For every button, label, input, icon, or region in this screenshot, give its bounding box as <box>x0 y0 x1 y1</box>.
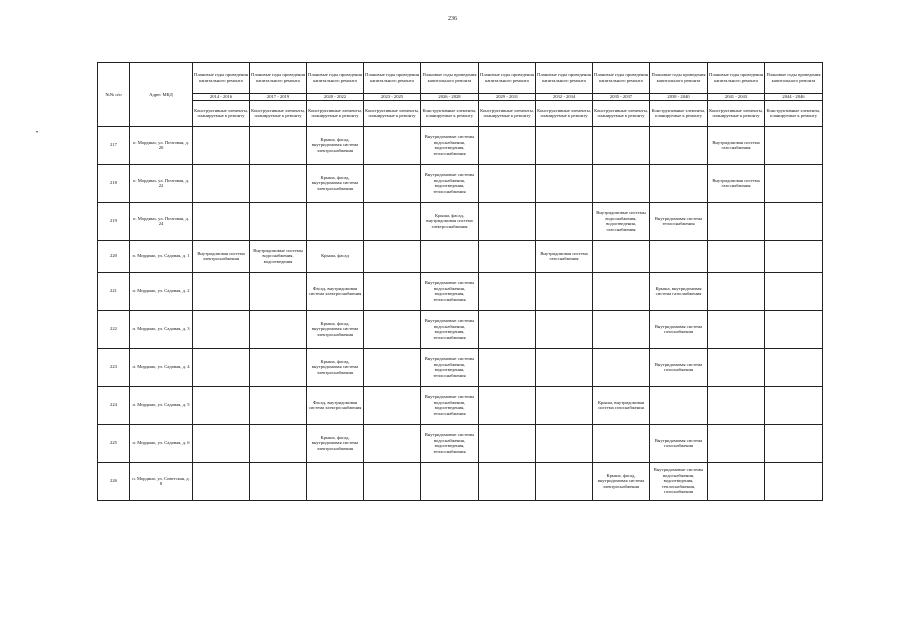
repair-cell: Крыша, фасад <box>307 240 364 272</box>
repair-cell <box>479 424 536 462</box>
repair-cell <box>765 310 823 348</box>
repair-cell <box>307 462 364 500</box>
repair-cell: Крыша, фасад, внутридомовая система электроснабжения <box>307 424 364 462</box>
row-address: п. Мордино, ул. Садовая, д. 4 <box>130 348 193 386</box>
row-address: п. Мордино, ул. Садовая, д. 2 <box>130 272 193 310</box>
col-header-elements: Конструктивные элементы, планируемые к ремонту <box>650 100 708 126</box>
table-row <box>98 240 823 272</box>
col-header-years: 2041 - 2043 <box>708 94 765 101</box>
col-header-elements: Конструктивные элементы, планируемые к ремонту <box>193 100 250 126</box>
repair-cell <box>536 126 593 164</box>
repair-cell <box>250 272 307 310</box>
table-row <box>98 386 823 424</box>
repair-cell <box>593 348 650 386</box>
col-header-elements: Конструктивные элементы, планируемые к ремонту <box>307 100 364 126</box>
col-header-period: Плановые годы проведения капитального ремонта <box>250 63 307 94</box>
repair-cell <box>193 202 250 240</box>
repair-cell <box>593 424 650 462</box>
repair-cell <box>536 386 593 424</box>
repair-cell <box>708 310 765 348</box>
repair-cell <box>650 386 708 424</box>
table-row <box>98 348 823 386</box>
col-header-elements: Конструктивные элементы, планируемые к ремонту <box>536 100 593 126</box>
col-header-elements: Конструктивные элементы, планируемые к ремонту <box>765 100 823 126</box>
repair-schedule-table <box>97 62 823 501</box>
repair-cell <box>593 126 650 164</box>
repair-cell <box>536 164 593 202</box>
col-header-period: Плановые годы проведения капитального ремонта <box>307 63 364 94</box>
repair-cell <box>250 348 307 386</box>
col-header-years: 2032 - 2034 <box>536 94 593 101</box>
col-header-period: Плановые годы проведения капитального ремонта <box>593 63 650 94</box>
col-header-number: №№ п/п <box>98 63 130 127</box>
repair-cell <box>421 462 479 500</box>
col-header-elements: Конструктивные элементы, планируемые к ремонту <box>250 100 307 126</box>
repair-cell <box>364 386 421 424</box>
repair-cell <box>307 202 364 240</box>
col-header-elements: Конструктивные элементы, планируемые к ремонту <box>593 100 650 126</box>
repair-cell: Внутридомовая система газоснабжения <box>650 424 708 462</box>
repair-cell <box>593 310 650 348</box>
repair-cell: Внутридомовые системы водоснабжения, водоотведения, теплоснабжения <box>421 386 479 424</box>
row-address: п. Мордино, ул. Садовая, д. 5 <box>130 386 193 424</box>
repair-cell <box>593 272 650 310</box>
repair-cell <box>650 126 708 164</box>
repair-cell: Внутридомовая система электроснабжения <box>193 240 250 272</box>
repair-cell: Внутридомовая система теплоснабжения <box>650 202 708 240</box>
table-body <box>98 126 823 500</box>
repair-cell <box>765 272 823 310</box>
repair-cell <box>364 310 421 348</box>
repair-cell <box>536 424 593 462</box>
repair-cell <box>193 310 250 348</box>
col-header-address: Адрес МКД <box>130 63 193 127</box>
repair-cell: Внутридомовые системы водоснабжения, водоотведения, газоснабжения <box>593 202 650 240</box>
repair-cell <box>536 348 593 386</box>
repair-cell: Внутридомовая система газоснабжения <box>650 348 708 386</box>
repair-cell <box>193 424 250 462</box>
repair-cell: Внутридомовые системы водоснабжения, водоотведения, теплоснабжения <box>421 126 479 164</box>
row-number: 218 <box>98 164 130 202</box>
repair-cell <box>250 202 307 240</box>
col-header-years: 2023 - 2025 <box>364 94 421 101</box>
col-header-years: 2035 - 2037 <box>593 94 650 101</box>
col-header-period: Плановые годы проведения капитального ремонта <box>536 63 593 94</box>
repair-cell: Внутридомовая система газоснабжения <box>650 310 708 348</box>
repair-cell <box>193 348 250 386</box>
col-header-period: Плановые годы проведения капитального ремонта <box>193 63 250 94</box>
repair-cell: Внутридомовые системы водоснабжения, водоотведения <box>250 240 307 272</box>
repair-cell: Крыша, фасад, внутридомовая система электроснабжения <box>307 348 364 386</box>
repair-cell <box>364 202 421 240</box>
repair-cell: Внутридомовые системы водоснабжения, водоотведения, теплоснабжения <box>421 164 479 202</box>
repair-cell <box>593 164 650 202</box>
repair-cell <box>708 386 765 424</box>
repair-cell <box>364 126 421 164</box>
repair-cell <box>593 240 650 272</box>
repair-cell <box>765 126 823 164</box>
repair-cell: Крыша, фасад, внутридомовая система электроснабжения <box>307 164 364 202</box>
row-address: п. Мордино, ул. Почтовая, д. 24 <box>130 202 193 240</box>
repair-cell <box>364 164 421 202</box>
repair-cell <box>193 272 250 310</box>
row-number: 219 <box>98 202 130 240</box>
table-row <box>98 164 823 202</box>
col-header-elements: Конструктивные элементы, планируемые к ремонту <box>364 100 421 126</box>
repair-cell <box>765 164 823 202</box>
col-header-elements: Конструктивные элементы, планируемые к ремонту <box>421 100 479 126</box>
row-number: 225 <box>98 424 130 462</box>
row-number: 222 <box>98 310 130 348</box>
table-row <box>98 272 823 310</box>
repair-cell <box>536 462 593 500</box>
repair-cell: Фасад, внутридомовая система электроснабжения <box>307 272 364 310</box>
table-row <box>98 462 823 500</box>
col-header-period: Плановые годы проведения капитального ремонта <box>421 63 479 94</box>
row-address: п. Мордино, ул. Садовая, д. 1 <box>130 240 193 272</box>
table-row <box>98 126 823 164</box>
repair-cell: Внутридомовые системы водоснабжения, водоотведения, теплоснабжения <box>421 310 479 348</box>
repair-cell <box>650 164 708 202</box>
repair-cell <box>479 462 536 500</box>
repair-cell <box>479 386 536 424</box>
repair-cell <box>708 240 765 272</box>
repair-cell <box>708 202 765 240</box>
col-header-years: 2029 - 2031 <box>479 94 536 101</box>
repair-cell <box>193 386 250 424</box>
repair-cell <box>479 164 536 202</box>
repair-cell <box>250 164 307 202</box>
row-number: 220 <box>98 240 130 272</box>
col-header-period: Плановые годы проведения капитального ремонта <box>479 63 536 94</box>
row-number: 226 <box>98 462 130 500</box>
row-address: п. Мордино, ул. Садовая, д. 3 <box>130 310 193 348</box>
repair-cell <box>250 126 307 164</box>
repair-cell <box>193 462 250 500</box>
repair-cell <box>364 240 421 272</box>
repair-cell: Крыша, фасад, внутридомовая система электроснабжения <box>421 202 479 240</box>
repair-cell <box>479 126 536 164</box>
row-number: 224 <box>98 386 130 424</box>
col-header-years: 2026 - 2028 <box>421 94 479 101</box>
col-header-years: 2014 - 2016 <box>193 94 250 101</box>
repair-cell <box>250 310 307 348</box>
repair-cell: Внутридомовые системы водоснабжения, водоотведения, теплоснабжения, газоснабжения <box>650 462 708 500</box>
col-header-period: Плановые годы проведения капитального ремонта <box>364 63 421 94</box>
repair-cell: Крыша, фасад, внутридомовая система электроснабжения <box>307 126 364 164</box>
repair-cell <box>364 348 421 386</box>
repair-cell <box>708 272 765 310</box>
table-row <box>98 424 823 462</box>
repair-cell: Внутридомовая система газоснабжения <box>536 240 593 272</box>
table-row <box>98 310 823 348</box>
repair-cell <box>479 240 536 272</box>
repair-cell <box>364 424 421 462</box>
row-address: п. Мордино, ул. Почтовая, д. 22 <box>130 164 193 202</box>
table-row <box>98 202 823 240</box>
repair-cell <box>536 310 593 348</box>
repair-cell: Внутридомовая система газоснабжения <box>708 164 765 202</box>
repair-cell <box>765 386 823 424</box>
col-header-years: 2017 - 2019 <box>250 94 307 101</box>
repair-cell <box>479 348 536 386</box>
col-header-years: 2038 - 2040 <box>650 94 708 101</box>
page-number: 236 <box>448 16 457 22</box>
row-number: 223 <box>98 348 130 386</box>
repair-cell <box>536 272 593 310</box>
repair-cell <box>536 202 593 240</box>
row-address: п. Мордино, ул. Советская, д. 8 <box>130 462 193 500</box>
repair-cell <box>708 462 765 500</box>
repair-cell: Крыша, внутридомовая система газоснабжения <box>593 386 650 424</box>
col-header-period: Плановые годы проведения капитального ремонта <box>765 63 823 94</box>
repair-cell <box>250 462 307 500</box>
stray-mark: • <box>36 130 39 136</box>
repair-cell <box>193 164 250 202</box>
repair-cell <box>708 348 765 386</box>
col-header-elements: Конструктивные элементы, планируемые к ремонту <box>708 100 765 126</box>
repair-cell: Внутридомовые системы водоснабжения, водоотведения, теплоснабжения <box>421 272 479 310</box>
repair-cell <box>364 272 421 310</box>
row-address: п. Мордино, ул. Садовая, д. 6 <box>130 424 193 462</box>
repair-cell: Крыша, фасад, внутридомовая система электроснабжения <box>307 310 364 348</box>
col-header-elements: Конструктивные элементы, планируемые к ремонту <box>479 100 536 126</box>
row-number: 221 <box>98 272 130 310</box>
table-header <box>98 63 823 127</box>
col-header-period: Плановые годы проведения капитального ремонта <box>708 63 765 94</box>
repair-cell <box>765 240 823 272</box>
repair-cell <box>479 310 536 348</box>
repair-cell <box>193 126 250 164</box>
col-header-years: 2020 - 2022 <box>307 94 364 101</box>
repair-cell <box>765 348 823 386</box>
repair-cell: Внутридомовые системы водоснабжения, водоотведения, теплоснабжения <box>421 424 479 462</box>
repair-cell <box>765 424 823 462</box>
row-number: 217 <box>98 126 130 164</box>
repair-cell <box>250 386 307 424</box>
col-header-period: Плановые годы проведения капитального ремонта <box>650 63 708 94</box>
repair-cell <box>650 240 708 272</box>
row-address: п. Мордино, ул. Почтовая, д. 20 <box>130 126 193 164</box>
repair-cell: Внутридомовая система газоснабжения <box>708 126 765 164</box>
col-header-years: 2044 - 2046 <box>765 94 823 101</box>
repair-cell <box>708 424 765 462</box>
repair-cell: Крыша, внутридомовая система газоснабжения <box>650 272 708 310</box>
repair-cell <box>364 462 421 500</box>
repair-cell <box>479 272 536 310</box>
repair-cell <box>421 240 479 272</box>
repair-cell <box>765 202 823 240</box>
repair-cell: Фасад, внутридомовая система электроснабжения <box>307 386 364 424</box>
repair-cell <box>479 202 536 240</box>
repair-cell: Крыша, фасад, внутридомовая система электроснабжения <box>593 462 650 500</box>
repair-cell <box>250 424 307 462</box>
repair-cell <box>765 462 823 500</box>
repair-cell: Внутридомовые системы водоснабжения, водоотведения, теплоснабжения <box>421 348 479 386</box>
